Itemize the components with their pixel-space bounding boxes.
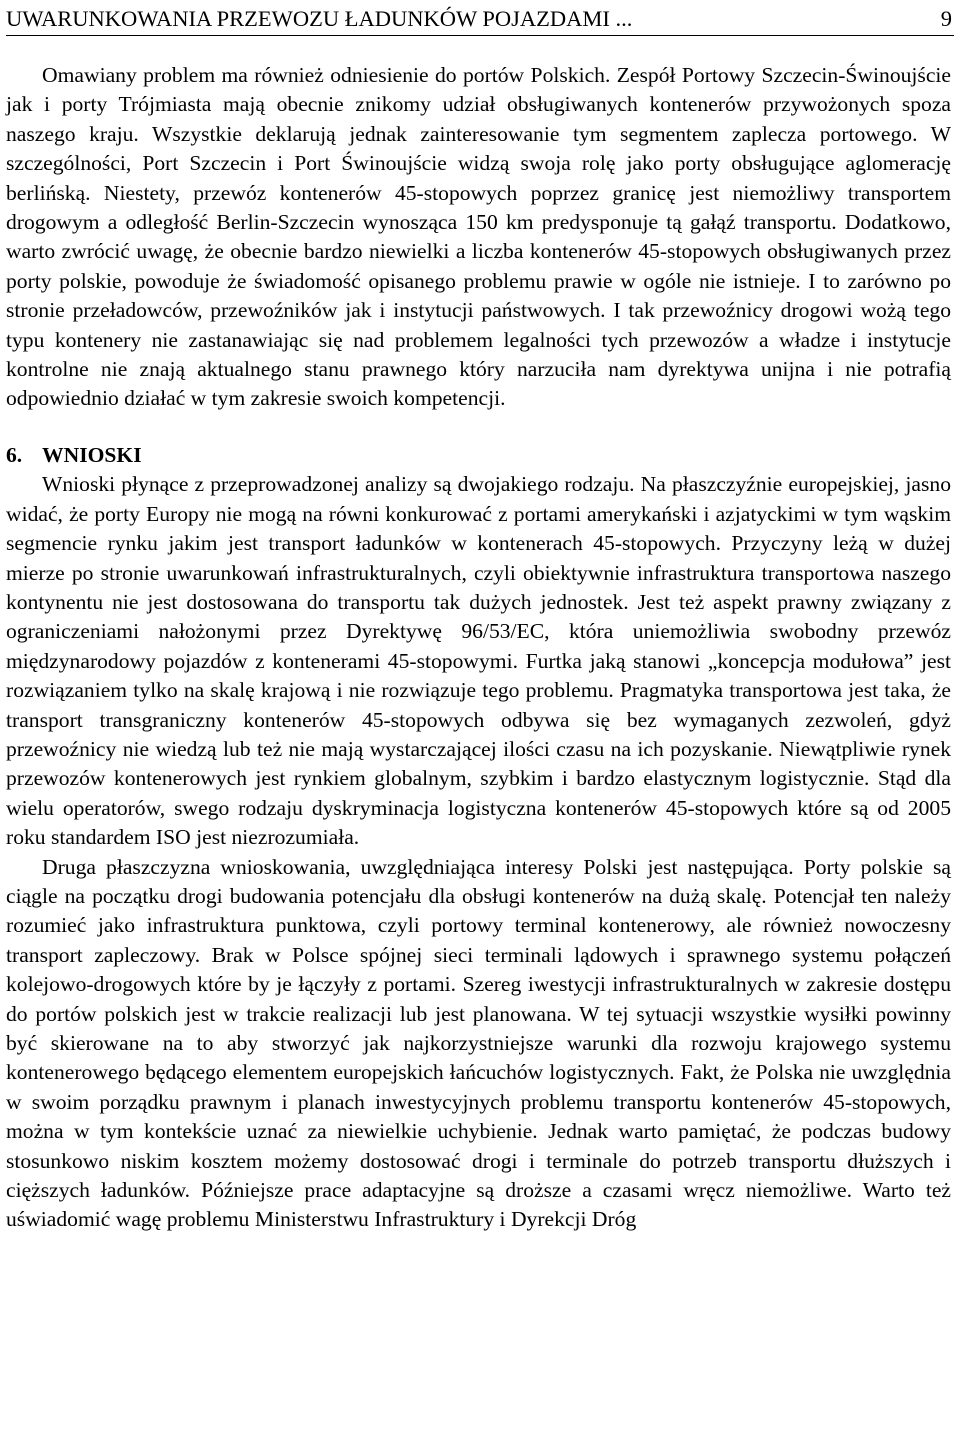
- running-title: UWARUNKOWANIA PRZEWOZU ŁADUNKÓW POJAZDAMI ...: [6, 6, 633, 31]
- paragraph: Druga płaszczyzna wnioskowania, uwzględniająca interesy Polski jest następująca. Porty polskie są ciągle na początku drogi budowania potencjału dla obsługi kontenerów na dużą skalę. Potencjał ten należy rozumieć jako infrastruktura punktowa, czyli portowy terminal kontenerowy, ale również nowoczesny transport zapleczowy. Brak w Polsce spójnej sieci terminali lądowych i sprawnego systemu połączeń kolejowo-drogowych które by je łączyły z portami. Szereg iwestycji infrastrukturalnych w zakresie dostępu do portów polskich jest w trakcie realizacji lub jest planowana. W tej sytuacji wszystkie wysiłki powinny być skierowane na to aby stworzyć jak najkorzystniejsze warunki dla rozwoju krajowego systemu kontenerowego będącego elementem europejskich łańcuchów logistycznych. Fakt, że Polska nie uwzględnia w swoim porządku prawnym i planach inwestycyjnych problemu transportu kontenerów 45-stopowych, można w tym kontekście uznać za niewielkie uchybienie. Jednak warto pamiętać, że podczas budowy stosunkowo niskim kosztem możemy dostosować drogi i terminale do potrzeb transportu dłuższych i cięższych ładunków. Późniejsze prace adaptacyjne są droższe a czasami wręcz niemożliwe. Warto też uświadomić wagę problemu Ministerstwu Infrastruktury i Dyrekcji Dróg: [6, 854, 951, 1232]
- section-title: WNIOSKI: [42, 442, 142, 467]
- page-number: 9: [940, 6, 952, 31]
- section-6-text: [6, 470, 951, 1235]
- section-5-text: [6, 61, 951, 414]
- running-header: [6, 2, 954, 36]
- section-number: 6.: [6, 442, 23, 467]
- paragraph: Wnioski płynące z przeprowadzonej analizy są dwojakiego rodzaju. Na płaszczyźnie europejskiej, jasno widać, że porty Europy nie mogą na równi konkurować z portami amerykański i azjatyckimi w tym wąskim segmencie rynku jakim jest transport ładunków w kontenerach 45-stopowych. Przyczyny leżą w dużej mierze po stronie uwarunkowań infrastrukturalnych, czyli obiektywnie infrastruktura transportowa naszego kontynentu nie jest dostosowana do transportu tak dużych jednostek. Jest też aspekt prawny związany z ograniczeniami nałożonymi przez Dyrektywę 96/53/EC, która uniemożliwia swobodny przewóz międzynarodowy pojazdów z kontenerami 45-stopowymi. Furtka jaką stanowi „koncepcja modułowa” jest rozwiązaniem tylko na skalę krajową i nie rozwiązuje tego problemu. Pragmatyka transportowa jest taka, że transport transgraniczny kontenerów 45-stopowych odbywa się bez wymaganych zezwoleń, gdyż przewoźnicy nie wiedzą lub też nie mają wystarczającej ilości czasu na ich pozyskanie. Niewątpliwie rynek przewozów kontenerowych jest rynkiem globalnym, szybkim i bardzo elastycznym logistycznie. Stąd dla wielu operatorów, swego rodzaju dyskryminacja logistyczna kontenerów 45-stopowych które są od 2005 roku standardem ISO jest niezrozumiała.: [6, 472, 951, 850]
- section-heading-wnioski: [6, 441, 951, 470]
- paragraph: Omawiany problem ma również odniesienie do portów Polskich. Zespół Portowy Szczecin-Świnoujście jak i porty Trójmiasta mają obecnie znikomy udział obsługiwanych kontenerów przywożonych spoza naszego kraju. Wszystkie deklarują jednak zainteresowanie tym segmentem zaplecza portowego. W szczególności, Port Szczecin i Port Świnoujście widzą swoja rolę jako porty obsługujące aglomerację berlińską. Niestety, przewóz kontenerów 45-stopowych poprzez granicę jest niemożliwy transportem drogowym a odległość Berlin-Szczecin wynosząca 150 km predysponuje tą gałąź transportu. Dodatkowo, warto zwrócić uwagę, że obecnie bardzo niewielki a liczba kontenerów 45-stopowych obsługiwanych przez porty polskie, powoduje że świadomość opisanego problemu prawie w ogóle nie istnieje. I to zarówno po stronie przeładowców, przewoźników jak i instytucji państwowych. I tak przewoźnicy drogowi wożą tego typu kontenery nie zastanawiając się nad problemem legalności tych przewozów a władze i instytucje kontrolne nie znają aktualnego stanu prawnego który narzuciła nam dyrektywa unijna i nie potrafią odpowiednio działać w tym zakresie swoich kompetencji.: [6, 63, 951, 411]
- body-text: [6, 61, 951, 1235]
